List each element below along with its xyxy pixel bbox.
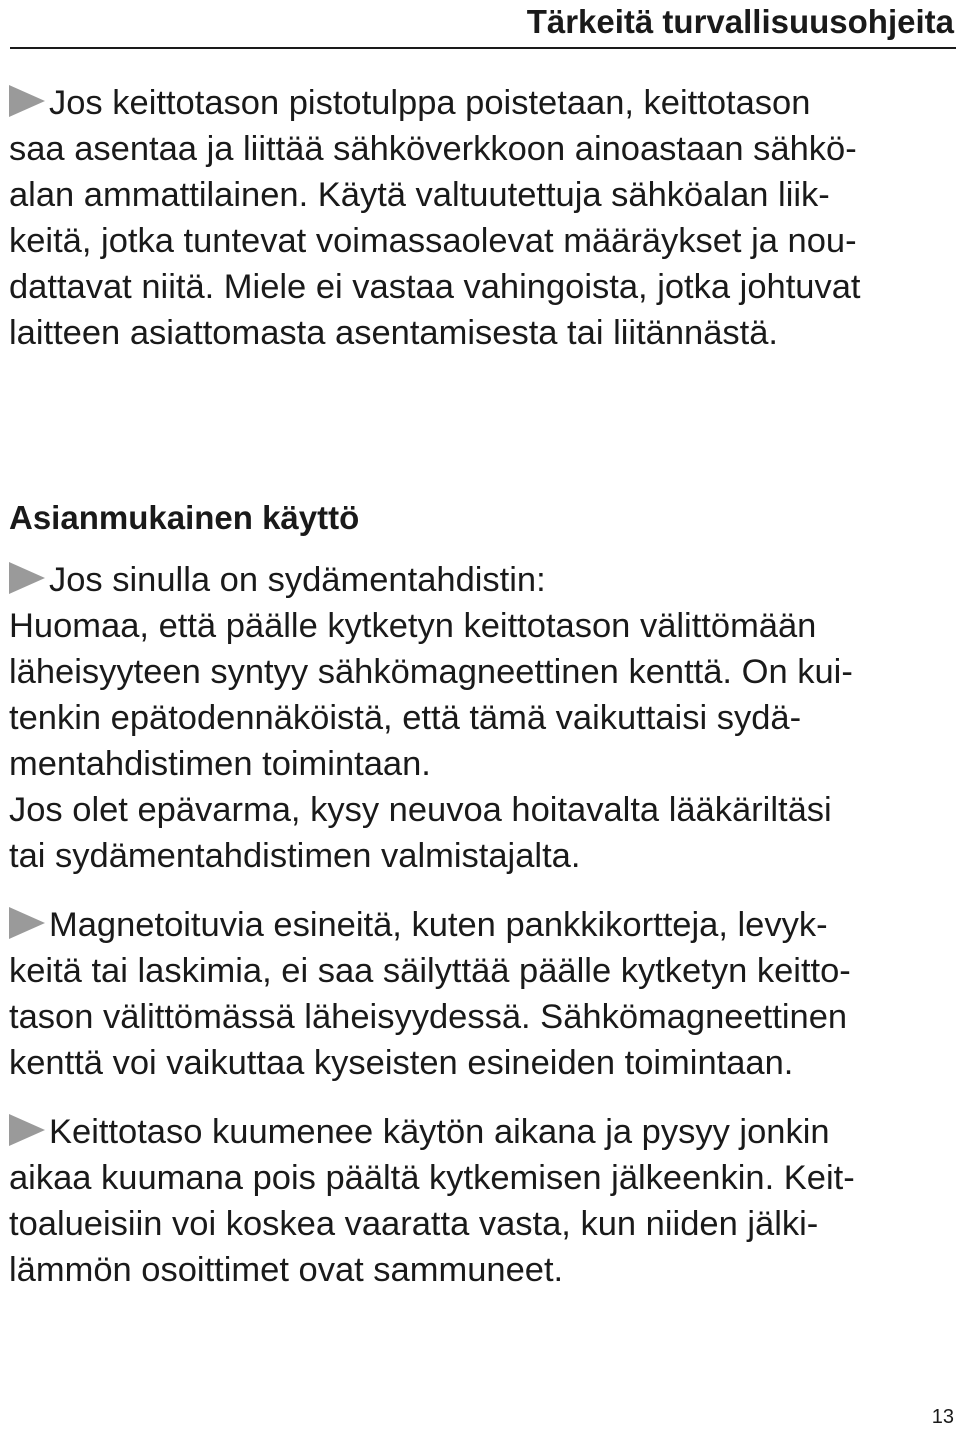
page-title: Tärkeitä turvallisuusohjeita [526, 3, 954, 40]
bullet-arrow-icon [9, 562, 45, 594]
text-line: tai sydämentahdistimen valmistajalta. [9, 837, 581, 875]
page-number: 13 [931, 1406, 954, 1428]
text-line: tason välittömässä läheisyydessä. Sähkömagneettinen [9, 998, 848, 1036]
warning-block-pacemaker [9, 557, 957, 879]
text-line: lämmön osoittimet ovat sammuneet. [9, 1251, 564, 1289]
bullet-arrow-icon [9, 907, 45, 939]
text-line: toalueisiin voi koskea vaaratta vasta, kun niiden jälki- [9, 1205, 819, 1243]
header-divider [10, 47, 956, 49]
warning-paragraph [9, 80, 957, 356]
text-line: aikaa kuumana pois päältä kytkemisen jälkeenkin. Keit- [9, 1159, 855, 1197]
text-line: tenkin epätodennäköistä, että tämä vaikuttaisi sydä- [9, 699, 802, 737]
section-heading: Asianmukainen käyttö [9, 499, 360, 536]
text-line: kenttä voi vaikuttaa kyseisten esineiden toimintaan. [9, 1044, 794, 1082]
bullet-arrow-icon [9, 1114, 45, 1146]
text-line: Huomaa, että päälle kytketyn keittotason välittömään [9, 607, 817, 645]
text-line: Jos keittotason pistotulppa poistetaan, keittotason [49, 84, 811, 122]
warning-block-plug [9, 80, 957, 356]
text-line: keitä tai laskimia, ei saa säilyttää päälle kytketyn keitto- [9, 952, 851, 990]
warning-block-magnetic [9, 902, 957, 1086]
text-line: saa asentaa ja liittää sähköverkkoon ainoastaan sähkö- [9, 130, 857, 168]
text-line: Jos sinulla on sydämentahdistin: [49, 561, 546, 599]
text-line: läheisyyteen syntyy sähkömagneettinen kenttä. On kui- [9, 653, 853, 691]
text-line: dattavat niitä. Miele ei vastaa vahingoista, jotka johtuvat [9, 268, 861, 306]
bullet-arrow-icon [9, 85, 45, 117]
warning-paragraph [9, 557, 957, 879]
warning-block-hot-surface [9, 1109, 957, 1293]
warning-paragraph [9, 902, 957, 1086]
warning-paragraph [9, 1109, 957, 1293]
text-line: alan ammattilainen. Käytä valtuutettuja sähköalan liik- [9, 176, 830, 214]
text-line: Keittotaso kuumenee käytön aikana ja pysyy jonkin [49, 1113, 830, 1151]
text-line: Magnetoituvia esineitä, kuten pankkikortteja, levyk- [49, 906, 828, 944]
text-line: keitä, jotka tuntevat voimassaolevat määräykset ja nou- [9, 222, 857, 260]
text-line: mentahdistimen toimintaan. [9, 745, 431, 783]
text-line: laitteen asiattomasta asentamisesta tai liitännästä. [9, 314, 779, 352]
text-line: Jos olet epävarma, kysy neuvoa hoitavalta lääkäriltäsi [9, 791, 832, 829]
